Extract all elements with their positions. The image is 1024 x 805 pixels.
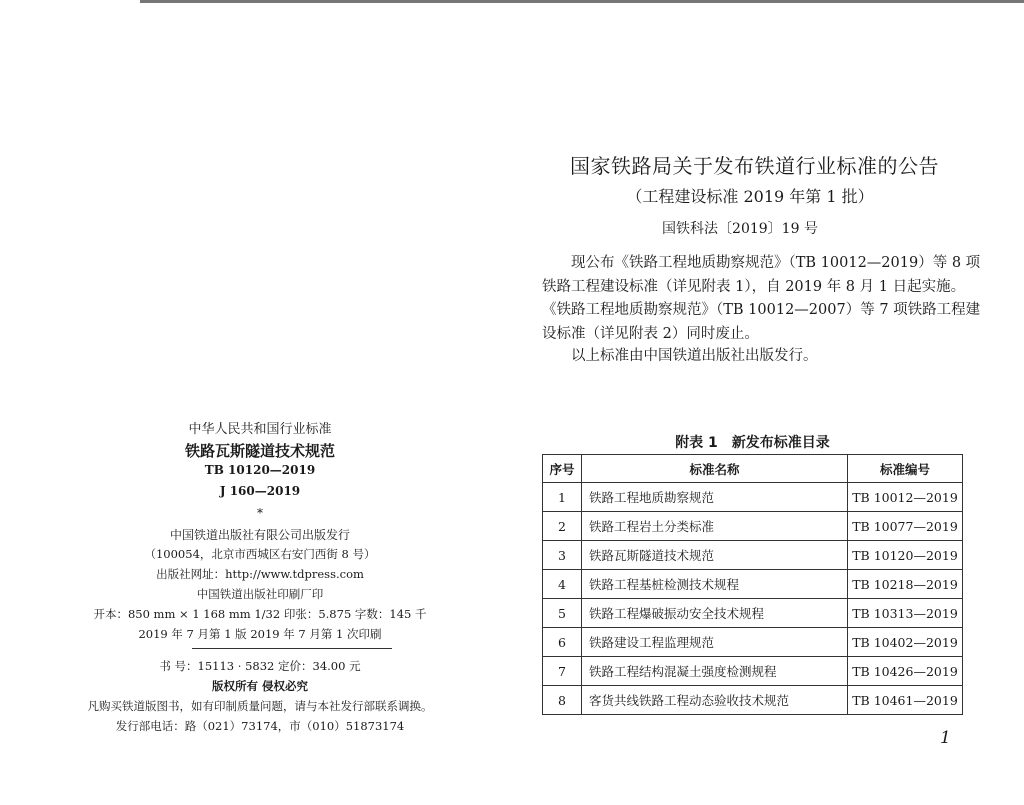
row-no: 8 xyxy=(543,686,582,715)
publisher-address: （100054，北京市西城区右安门西街 8 号） xyxy=(144,547,376,561)
copyright-notice: 版权所有 侵权必究 xyxy=(211,679,308,693)
row-name: 铁路工程岩土分类标准 xyxy=(582,512,848,541)
row-no: 7 xyxy=(543,657,582,686)
standard-code: TB 10120—2019 xyxy=(204,463,316,477)
announcement-document-number: 国铁科法〔2019〕19 号 xyxy=(662,221,818,237)
table-row xyxy=(543,541,963,570)
row-code: TB 10461—2019 xyxy=(848,686,963,715)
book-specs: 开本：850 mm × 1 168 mm 1/32 印张：5.875 字数：145 千 xyxy=(93,607,427,621)
table-row xyxy=(543,599,963,628)
row-code: TB 10012—2019 xyxy=(848,483,963,512)
table-row xyxy=(543,512,963,541)
table-row xyxy=(543,657,963,686)
row-code: TB 10313—2019 xyxy=(848,599,963,628)
row-code: TB 10120—2019 xyxy=(848,541,963,570)
announcement-line: 设标准（详见附表 2）同时废止。 xyxy=(542,325,759,342)
row-name: 铁路工程结构混凝土强度检测规程 xyxy=(582,657,848,686)
announcement-line: 铁路工程建设标准（详见附表 1），自 2019 年 8 月 1 日起实施。 xyxy=(542,278,966,295)
book-title: 铁路瓦斯隧道技术规范 xyxy=(184,442,335,460)
standards-table xyxy=(542,454,963,715)
row-no: 3 xyxy=(543,541,582,570)
announcement-paragraph xyxy=(542,252,981,346)
announcement-line: 《铁路工程地质勘察规范》（TB 10012—2007）等 7 项铁路工程建 xyxy=(542,302,981,318)
standard-type: 中华人民共和国行业标准 xyxy=(188,422,332,437)
table-row xyxy=(543,570,963,599)
publisher: 中国铁道出版社有限公司出版发行 xyxy=(169,528,350,542)
row-code: TB 10218—2019 xyxy=(848,570,963,599)
row-name: 铁路工程地质勘察规范 xyxy=(582,483,848,512)
table-header-row xyxy=(543,455,963,483)
row-name: 铁路建设工程监理规范 xyxy=(582,628,848,657)
table-caption-label: 附表 1 xyxy=(675,435,718,451)
header-no: 序号 xyxy=(543,455,582,483)
announcement-subtitle: （工程建设标准 2019 年第 1 批） xyxy=(626,187,874,206)
header-code: 标准编号 xyxy=(848,455,963,483)
printer: 中国铁道出版社印刷厂印 xyxy=(196,587,324,601)
table-caption xyxy=(542,432,963,452)
table-caption-title: 新发布标准目录 xyxy=(731,435,830,451)
edition-info: 2019 年 7 月第 1 版 2019 年 7 月第 1 次印刷 xyxy=(138,627,382,641)
row-no: 5 xyxy=(543,599,582,628)
row-code: TB 10426—2019 xyxy=(848,657,963,686)
announcement-line: 现公布《铁路工程地质勘察规范》（TB 10012—2019）等 8 项 xyxy=(571,255,981,271)
book-number-price: 书 号：15113 · 5832 定价：34.00 元 xyxy=(159,659,361,673)
page-top-border xyxy=(140,0,1024,3)
row-code: TB 10077—2019 xyxy=(848,512,963,541)
row-no: 1 xyxy=(543,483,582,512)
page-number: 1 xyxy=(940,728,951,748)
table-row xyxy=(543,686,963,715)
quality-notice: 凡购买铁道版图书，如有印制质量问题，请与本社发行部联系调换。 xyxy=(87,699,433,713)
row-name: 客货共线铁路工程动态验收技术规范 xyxy=(582,686,848,715)
header-name: 标准名称 xyxy=(582,455,848,483)
row-code: TB 10402—2019 xyxy=(848,628,963,657)
publisher-website: 出版社网址：http://www.tdpress.com xyxy=(156,567,364,581)
row-no: 6 xyxy=(543,628,582,657)
announcement-body xyxy=(542,252,981,346)
row-no: 2 xyxy=(543,512,582,541)
announcement-footer: 以上标准由中国铁道出版社出版发行。 xyxy=(571,348,818,364)
distribution-phone: 发行部电话：路（021）73174，市（010）51873174 xyxy=(115,719,405,733)
row-name: 铁路瓦斯隧道技术规范 xyxy=(582,541,848,570)
separator-star: * xyxy=(257,506,263,520)
record-code: J 160—2019 xyxy=(219,484,301,498)
row-no: 4 xyxy=(543,570,582,599)
announcement-title: 国家铁路局关于发布铁道行业标准的公告 xyxy=(570,154,939,178)
table-row xyxy=(543,483,963,512)
divider xyxy=(192,648,392,649)
table-row xyxy=(543,628,963,657)
row-name: 铁路工程爆破振动安全技术规程 xyxy=(582,599,848,628)
row-name: 铁路工程基桩检测技术规程 xyxy=(582,570,848,599)
